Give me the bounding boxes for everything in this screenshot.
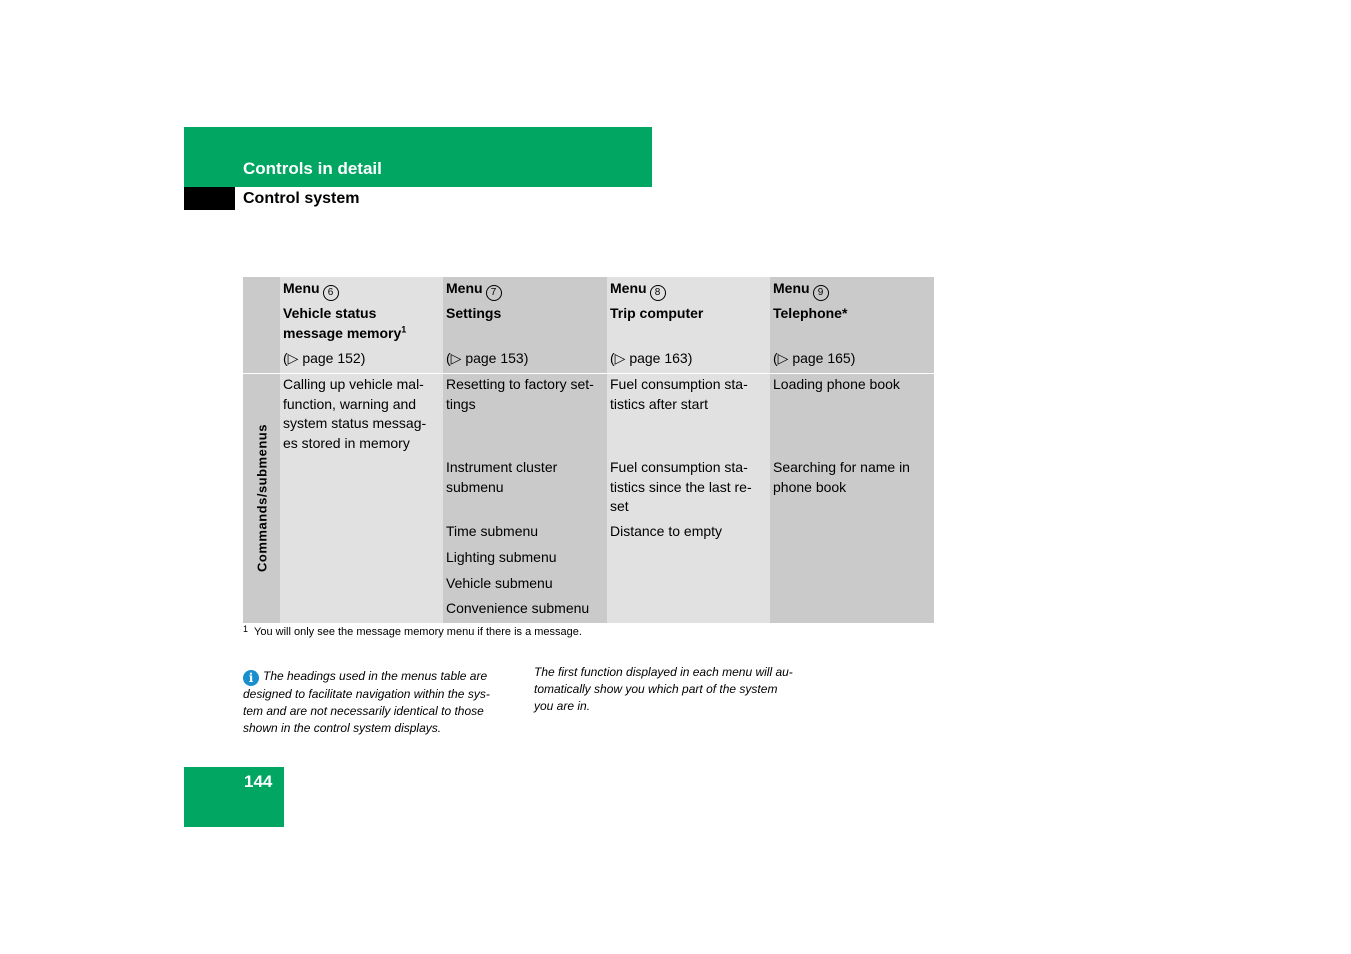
menu-title: Vehicle status <box>283 305 377 321</box>
command-item: Fuel consumption sta- <box>610 376 748 392</box>
command-item: tings <box>446 395 476 412</box>
command-item: Calling up vehicle mal- <box>283 376 424 392</box>
menu-column-9 <box>770 277 934 623</box>
info-note-continued <box>534 664 793 715</box>
page-reference: (▷ page 152) <box>283 350 366 366</box>
menu-column-6 <box>280 277 443 623</box>
command-item: Vehicle submenu <box>446 575 553 591</box>
command-item: submenu <box>446 478 504 495</box>
command-item: Searching for name in <box>773 459 910 475</box>
note-line: The first function displayed in each menu will au- <box>534 665 793 679</box>
menu-title: Trip computer <box>610 305 704 321</box>
menu-column-8 <box>607 277 770 623</box>
footnote-mark: 1 <box>243 624 249 634</box>
command-item: es stored in memory <box>283 434 410 451</box>
page-reference: (▷ page 165) <box>773 350 856 366</box>
page-reference: (▷ page 153) <box>446 350 529 366</box>
command-item: tistics since the last re- <box>610 478 752 495</box>
note-line: tomatically show you which part of the system <box>534 682 778 696</box>
command-item: system status messag- <box>283 415 427 431</box>
section-title: Controls in detail <box>243 159 382 178</box>
command-item: Distance to empty <box>610 523 723 539</box>
menu-heading: Menu 8 <box>610 279 666 301</box>
header-marker <box>184 187 235 210</box>
note-line: tem and are not necessarily identical to those <box>243 704 484 718</box>
command-item: set <box>610 498 629 514</box>
page-number: 144 <box>244 772 273 791</box>
menu-title: Settings <box>446 305 502 321</box>
menu-number: 9 <box>813 285 829 301</box>
menu-number: 8 <box>650 285 666 301</box>
command-item: Time submenu <box>446 523 539 539</box>
menu-title: Telephone* <box>773 305 848 321</box>
note-line: shown in the control system displays. <box>243 721 442 735</box>
menu-title: message memory$^1$ <box>283 324 407 341</box>
info-note <box>243 668 490 737</box>
command-item: Instrument cluster <box>446 459 558 475</box>
note-line: you are in. <box>534 699 591 713</box>
command-item: function, warning and <box>283 395 417 412</box>
row-label: Commands/submenus <box>254 424 270 572</box>
page-reference: (▷ page 163) <box>610 350 693 366</box>
footnote-ref: 1 <box>401 324 407 335</box>
note-line: designed to facilitate navigation within the sys- <box>243 687 490 701</box>
footnote-text: You will only see the message memory menu if there is a message. <box>254 626 582 638</box>
header-divider <box>243 373 934 374</box>
menu-heading: Menu 9 <box>773 279 829 301</box>
footnote <box>243 626 582 638</box>
command-item: Lighting submenu <box>446 549 557 565</box>
command-item: Loading phone book <box>773 376 900 392</box>
command-item: Resetting to factory set- <box>446 376 594 392</box>
command-item: Fuel consumption sta- <box>610 459 748 475</box>
menus-table <box>243 277 934 623</box>
menu-column-7 <box>443 277 607 623</box>
menu-heading: Menu 6 <box>283 279 339 301</box>
command-item: tistics after start <box>610 395 709 412</box>
info-icon: i <box>243 670 259 686</box>
menu-number: 7 <box>486 285 502 301</box>
note-line: i The headings used in the menus table are <box>243 668 490 686</box>
row-label-column <box>243 277 280 623</box>
menu-heading: Menu 7 <box>446 279 502 301</box>
menu-number: 6 <box>323 285 339 301</box>
subsection-title: Control system <box>243 190 360 207</box>
command-item: phone book <box>773 478 847 495</box>
command-item: Convenience submenu <box>446 600 590 616</box>
